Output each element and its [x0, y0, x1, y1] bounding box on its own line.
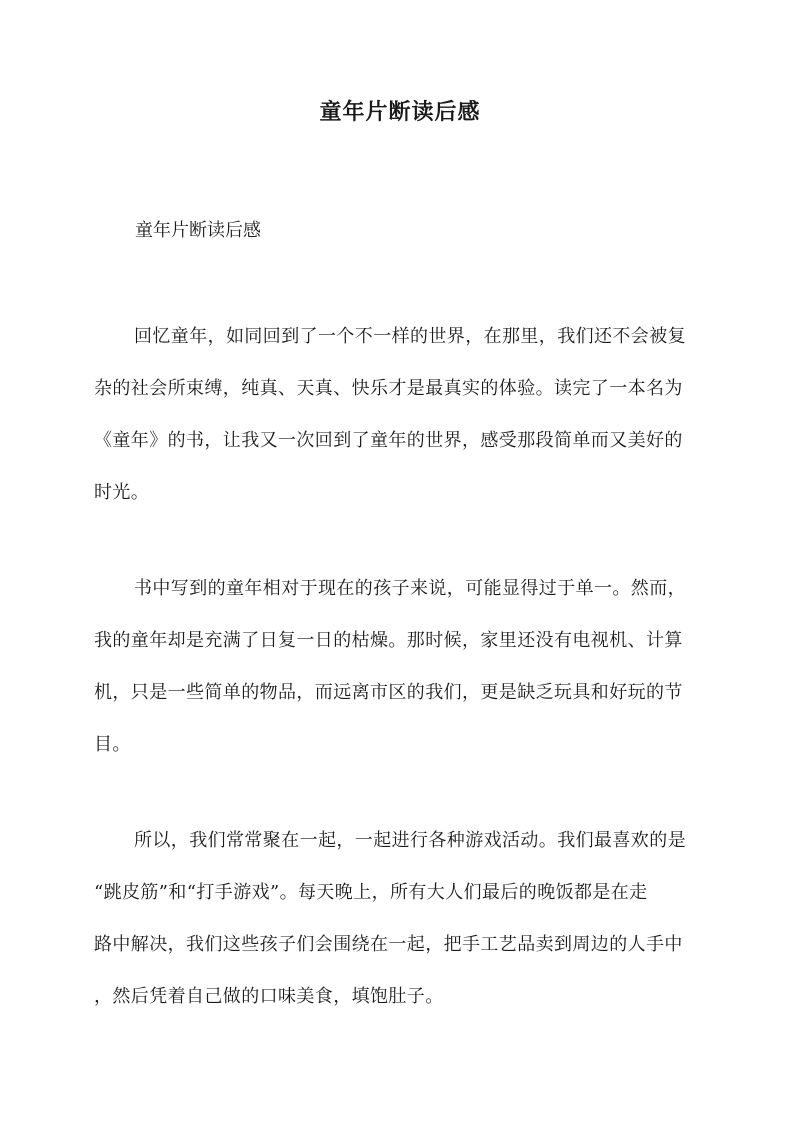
paragraph-line: 目。 [94, 734, 131, 755]
paragraph-line: “跳皮筋”和“打手游戏”。每天晚上，所有大人们最后的晚饭都是在走 [94, 882, 648, 903]
paragraph [94, 563, 714, 771]
paragraph [94, 815, 714, 1023]
paragraph [94, 311, 714, 519]
paragraph-line: 机，只是一些简单的物品，而远离市区的我们，更是缺乏玩具和好玩的节 [94, 682, 683, 703]
paragraph-line: ，然后凭着自己做的口味美食，填饱肚子。 [94, 986, 444, 1007]
paragraph-line: 杂的社会所束缚，纯真、天真、快乐才是最真实的体验。读完了一本名为 [94, 378, 683, 399]
paragraph-line: 所以，我们常常聚在一起，一起进行各种游戏活动。我们最喜欢的是 [134, 830, 686, 851]
paragraph-line: 回忆童年，如同回到了一个不一样的世界，在那里，我们还不会被复 [134, 326, 686, 347]
paragraph-line: 《童年》的书，让我又一次回到了童年的世界，感受那段简单而又美好的 [94, 430, 683, 451]
paragraph-line: 书中写到的童年相对于现在的孩子来说，可能显得过于单一。然而， [134, 578, 686, 599]
document-subtitle: 童年片断读后感 [135, 220, 261, 241]
paragraph-line: 时光。 [94, 482, 150, 503]
document-title: 童年片断读后感 [319, 99, 481, 125]
paragraph-line: 我的童年却是充满了日复一日的枯燥。那时候，家里还没有电视机、计算 [94, 630, 683, 651]
paragraph-line: 路中解决，我们这些孩子们会围绕在一起，把手工艺品卖到周边的人手中 [94, 934, 683, 955]
